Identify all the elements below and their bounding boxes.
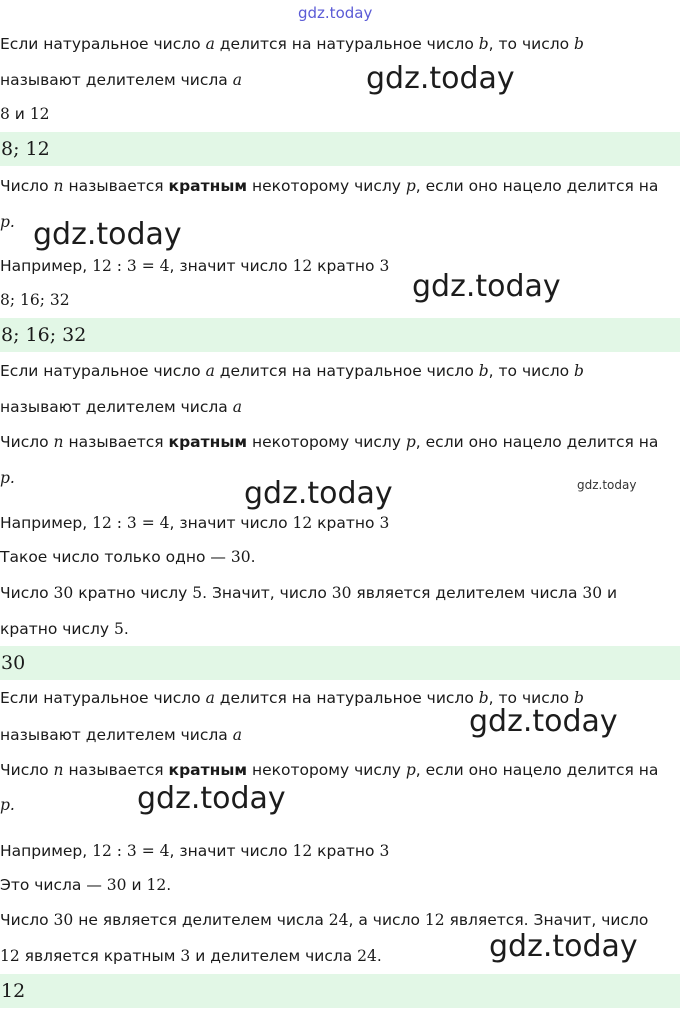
explanation-line2: 12 является кратным 3 и делителем числа 24.: [0, 947, 382, 965]
number-list: 8; 16; 32: [0, 291, 70, 309]
watermark: gdz.today: [412, 269, 561, 304]
watermark-top: gdz.today: [298, 4, 373, 22]
definition-divisor-line2: называют делителем числа a: [0, 726, 242, 744]
definition-divisor-line1: Если натуральное число a делится на натуральное число b, то число b: [0, 689, 584, 707]
explanation-line1: Число 30 кратно числу 5. Значит, число 30 является делителем числа 30 и: [0, 584, 618, 602]
watermark: gdz.today: [137, 781, 286, 816]
these-numbers-line: Это числа — 30 и 12.: [0, 876, 172, 894]
definition-divisor-line2: называют делителем числа a: [0, 71, 242, 89]
watermark: gdz.today: [366, 61, 515, 96]
only-number-line: Такое число только одно — 30.: [0, 548, 256, 566]
answer-box: [0, 132, 680, 166]
definition-multiple-line1: Число n называется кратным некоторому числу p, если оно нацело делится на: [0, 761, 659, 779]
answer-value: 8; 12: [1, 138, 50, 160]
definition-divisor-line1: Если натуральное число a делится на натуральное число b, то число b: [0, 362, 584, 380]
watermark: gdz.today: [33, 217, 182, 252]
definition-multiple-line2: p.: [0, 213, 15, 231]
watermark-small: gdz.today: [577, 478, 637, 492]
example-line: Например, 12 : 3 = 4, значит число 12 кратно 3: [0, 514, 390, 532]
explanation-line1: Число 30 не является делителем числа 24, а число 12 является. Значит, число: [0, 911, 649, 929]
answer-box: [0, 318, 680, 352]
example-line: Например, 12 : 3 = 4, значит число 12 кратно 3: [0, 842, 390, 860]
watermark: gdz.today: [469, 704, 618, 739]
explanation-line2: кратно числу 5.: [0, 620, 129, 638]
answer-value: 30: [1, 652, 26, 674]
definition-multiple-line2: p.: [0, 796, 15, 814]
answer-value: 8; 16; 32: [1, 324, 87, 346]
answer-box: [0, 974, 680, 1008]
example-line: Например, 12 : 3 = 4, значит число 12 кратно 3: [0, 257, 390, 275]
definition-multiple-line1: Число n называется кратным некоторому числу p, если оно нацело делится на: [0, 433, 659, 451]
definition-divisor-line1: Если натуральное число a делится на натуральное число b, то число b: [0, 35, 584, 53]
number-pair: 8 и 12: [0, 105, 50, 123]
watermark: gdz.today: [489, 929, 638, 964]
answer-value: 12: [1, 980, 26, 1002]
watermark: gdz.today: [244, 476, 393, 511]
definition-divisor-line2: называют делителем числа a: [0, 398, 242, 416]
answer-box: [0, 646, 680, 680]
definition-multiple-line2: p.: [0, 469, 15, 487]
definition-multiple-line1: Число n называется кратным некоторому числу p, если оно нацело делится на: [0, 177, 659, 195]
